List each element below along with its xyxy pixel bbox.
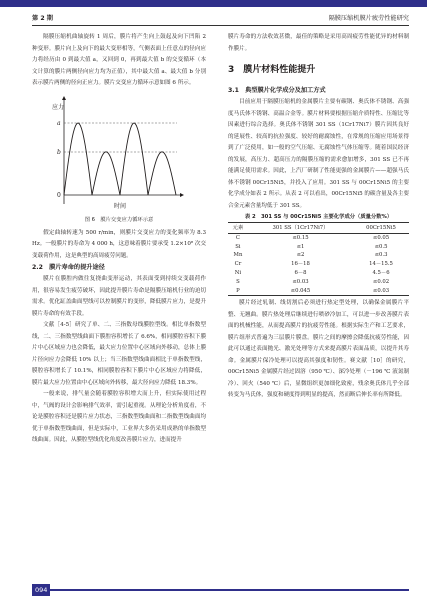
table-row	[228, 260, 409, 269]
page-number: 094	[32, 584, 50, 596]
table-header-cell: 元素	[228, 223, 248, 234]
table-cell: ≤0.03	[292, 278, 309, 285]
header-rule	[32, 25, 409, 26]
paragraph: 目前应用于隔膜压缩机的金属膜片主要有碳钢、奥氏体不锈钢、高强度马氏体不锈钢、高温合金等。膜片材料要根据压缩介质特性、压缩比等因素进行综合选择。奥氏体不锈钢 301 SS（1Cr17Ni7）膜片因其良好的延展性、较高的抗拉强度、较好的耐腐蚀性，在常规的压缩应用场景得到了广泛使用，如一般的空气压缩、无腐蚀性气体压缩等。随着国民经济的发展，高压力、超高压力的隔膜压缩的需求愈加增多，301 SS 已不再能满足使用需求。因此，上汽厂研制了性能更强的金属膜片——超强马氏体不锈钢 00Cr15Ni5，并投入了应用。301 SS 与 00Cr15Ni5 的主要化学成分如表 2 所示。从表 2 可以看出，00Cr15Ni5 的碳含量及各主要合金元素含量均低于 301 SS。	[228, 99, 409, 209]
tick-label-zero: 0	[57, 191, 61, 199]
paragraph: 文献［4-5］研究了单、二、三指数母线膜腔型线。相比单指数型线，二、三指数型线曲面下膜腔容积增长了 6.6%，相同膜腔容积下膜片中心区域应力也会降低，最大应力位置中心区域向外移动，总体上膜片径向应力会降低 10% 以上；当三指数型线曲面相比于单指数型线，膜腔容积增长了 10.1%，相同膜腔容积下膜片中心区域应力将降低，膜片最大应力位置由中心区域向外转移，最大径向应力降低 18.3%。	[32, 322, 206, 386]
paragraph: 隔膜压缩机曲轴旋转 1 周后，膜片将产生向上鼓起及向下凹陷 2 种变形。膜片向上及向下的最大变形相等，气侧表面上任意点的径向应力将经历由 0 到最大值 a，又回到 0，再到最大值 b 的交变循环（本文计算的膜片两侧径向应力均为正值），其中最大值 a、最大值 b 分别表示膜片两侧的径向正应力。膜片交变应力循环示意如图 6 所示。	[32, 34, 206, 86]
x-axis-label: 时间	[114, 202, 127, 210]
table-cell: Si	[235, 243, 241, 250]
tick-label-a: a	[57, 119, 61, 127]
table-header-cell: 301 SS（1Cr17Ni7）	[248, 223, 353, 234]
journal-running-title: 隔膜压缩机膜片疲劳性能研究	[328, 15, 409, 22]
figure-6	[32, 92, 206, 216]
paragraph: 假定曲轴转速为 500 r/min，则膜片交变应力的变化频率为 8.3 Hz。一般膜片的寿命为 4 000 h，这意味着膜片要承受 1.2×10⁸ 次交变载荷作用，这是典型的高周疲劳问题。	[32, 229, 206, 259]
table-row	[228, 287, 409, 296]
right-column	[228, 32, 409, 402]
table-row	[228, 251, 409, 260]
paragraph: 膜片经过轧制、线切割后必须进行热定型处理，以确保金属膜片平整、无翘曲。膜片热处理后继续进行喷砂冷加工，可以进一步改善膜片表面的机械性能，从而提高膜片的抗疲劳性能。根据实际生产和工艺要求，膜片组形式普遍为三层膜片膜盘。膜片之间的摩擦会降低抗疲劳性能，因此可以通过表面抛光、激光处理等方式来提高膜片表面品质，以提升其寿命。金属膜片保冷处理可以提高其强度和韧性。赛文献［10］的研究，00Cr15Ni5 金属膜片经过固溶（950 ℃）、深冷处理（－196 ℃ 液氮制冷）、回火（540 ℃）后，显微组织更加细化致密，残余奥氏体几乎全部转变为马氏体，强度和硬度得到明显的提高，然而断后伸长率有所降低。	[228, 300, 409, 399]
paragraph: 膜片在膜腔内做往复挠曲变形运动，其表面受到持续交变载荷作用，很容易发生疲劳破坏，因此提升膜片寿命是隔膜压缩机行业的迫切需求。优化缸盖曲面型线可以控制膜片的变形，降低膜片应力，是提升膜片寿命的有效手段。	[32, 276, 206, 317]
running-header	[32, 11, 409, 25]
table-cell: P	[228, 287, 248, 296]
section-heading-3-1: 3.1 典型膜片化学成分及加工方式	[228, 87, 326, 94]
top-color-bar	[0, 0, 427, 7]
table-cell: 6－8	[294, 269, 307, 276]
left-column	[32, 32, 206, 447]
section-heading-3: 3 膜片材料性能提升	[228, 65, 316, 75]
stress-cycle-chart	[32, 92, 206, 216]
table-row	[228, 278, 409, 287]
table-cell: 16－18	[291, 261, 310, 268]
paragraph: 一般来说，排气量会随着膜腔容积增大而上升，但实际使用过程中，气阀的设计会影响排气效率，需引起重视。从理论分析角度看，不论是膜腔容积还是膜片应力状态，三指数型线曲面和二指数型线曲面均优于单指数型线曲面，但是实际中，工业界大多仍采用成熟的单指数型线曲面。因此，从膜腔型线优化角度改善膜片应力，进而提升	[32, 391, 206, 443]
table-cell: Mn	[233, 252, 243, 259]
table-cell: C	[235, 234, 240, 241]
table-cell: ≤0.045	[248, 287, 353, 296]
table-2-caption: 表 2 301 SS 与 00Cr15Ni5 主要化学成分（质量分数%）	[244, 214, 393, 220]
table-cell: ≤0.02	[372, 278, 390, 285]
paragraph: 膜片寿命的方法收效甚微，最佳的策略是采用高周疲劳性能优异的材料制作膜片。	[228, 34, 409, 52]
table-cell: 14－15.5	[369, 261, 393, 268]
table-cell: ≤0.5	[374, 243, 388, 250]
stress-curve	[64, 123, 176, 195]
figure-6-caption: 图 6 膜片交变应力循环示意	[84, 216, 154, 223]
table-cell: ≤0.3	[374, 252, 388, 259]
composition-table	[228, 222, 409, 296]
section-heading-2-2: 2.2 膜片寿命的提升途径	[32, 264, 105, 271]
table-cell: 4.5－6	[372, 269, 390, 276]
table-cell: S	[236, 278, 240, 285]
table-row	[228, 269, 409, 278]
tick-label-b: b	[57, 148, 61, 156]
table-cell: ≤2	[296, 252, 305, 259]
table-header-cell: 00Cr15Ni5	[353, 223, 409, 234]
table-row	[228, 233, 409, 242]
footer-rule	[50, 589, 409, 591]
table-cell: ≤0.15	[292, 234, 309, 241]
table-cell: ≤0.05	[372, 234, 390, 241]
y-axis-label: 应力	[52, 103, 65, 111]
table-row	[228, 243, 409, 252]
table-cell: Cr	[234, 261, 242, 268]
table-cell: Ni	[234, 269, 242, 276]
table-cell: ≤1	[296, 243, 305, 250]
table-cell: ≤0.03	[353, 287, 409, 296]
issue-label: 第 2 期	[32, 15, 53, 22]
